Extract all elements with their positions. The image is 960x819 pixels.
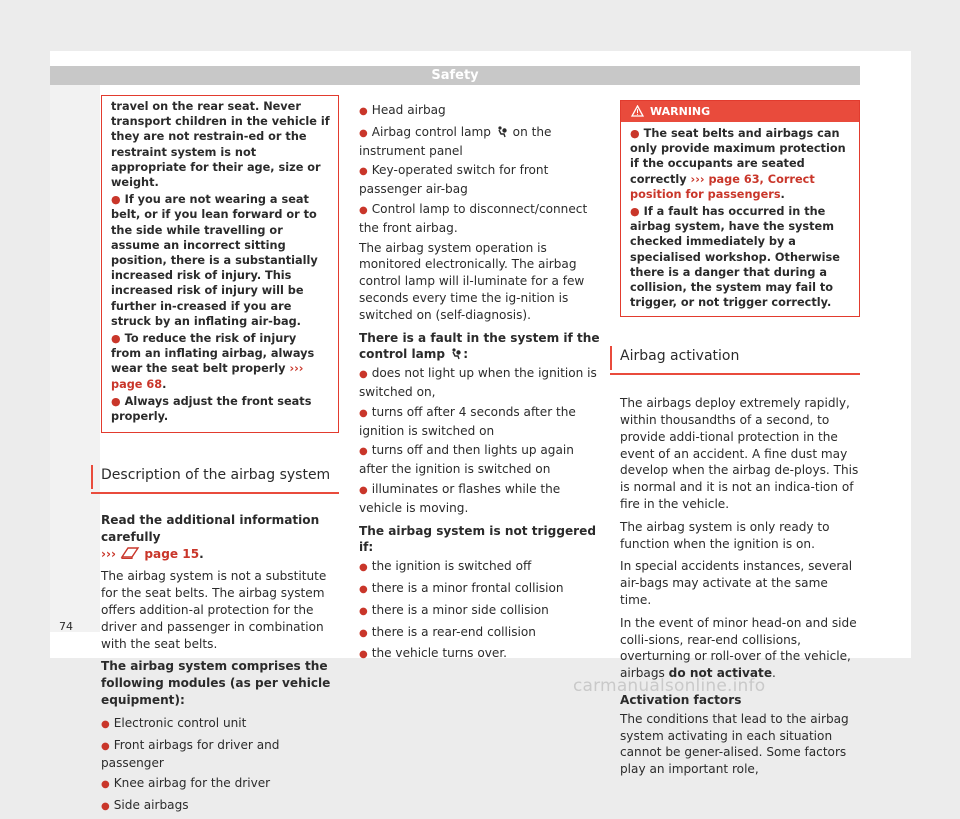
warning-bullet: ● If you are not wearing a seat belt, or if you lean forward or to the side while travelling or assume an incorrect sitting position, there is a substantially increased risk of injury. This increased risk of injury will be further in-creased if you are struck by an inflating air-bag. xyxy=(111,193,318,328)
list-item: ● Control lamp to disconnect/connect the front airbag. xyxy=(359,201,588,235)
paragraph: In special accidents instances, several air-bags may activate at the same time. xyxy=(620,559,853,607)
warning-bullet: ● The seat belts and airbags can only provide maximum protection if the occupants are seated correctly ››› page 63, Correct position for passengers. xyxy=(630,127,846,201)
bullet-icon: ● xyxy=(630,205,640,219)
bullet-icon: ● xyxy=(359,166,368,178)
bullet-icon: ● xyxy=(359,649,368,661)
bullet-icon: ● xyxy=(101,740,110,752)
paragraph: The airbag system operation is monitored electronically. The airbag control lamp will il-luminate for a few seconds every time the ig-nition is switched on (self-diagnosis). xyxy=(359,240,585,322)
paragraph: The airbag system is not a substitute for the seat belts. The airbag system offers addition-al protection for the driver and passenger in combination with the seat belts. xyxy=(101,569,327,651)
page-link[interactable]: ››› page 68 xyxy=(111,362,304,391)
fault-heading: There is a fault in the system if the control lamp : xyxy=(359,330,600,362)
bullet-icon: ● xyxy=(359,605,368,617)
page-number: 74 xyxy=(59,620,73,633)
bullet-icon: ● xyxy=(101,801,110,813)
list-item: ● Key-operated switch for front passenger air-bag xyxy=(359,163,549,197)
read-more: Read the additional information carefully ››› page 15. xyxy=(101,513,320,561)
watermark: carmanualsonline.info xyxy=(573,676,766,696)
list-item: ● turns off after 4 seconds after the ignition is switched on xyxy=(359,404,576,438)
warning-body xyxy=(621,122,859,316)
list-item: ● turns off and then lights up again after the ignition is switched on xyxy=(359,443,574,477)
section-title: Description of the airbag system xyxy=(91,467,339,494)
section-title: Airbag activation xyxy=(610,348,860,375)
warning-bullet: ● If a fault has occurred in the airbag system, have the system checked immediately by a specialised workshop. Otherwise there is a danger that during a collision, the system may fail to trigger, or not trigger correctly. xyxy=(630,205,840,310)
list-item: ● there is a rear-end collision xyxy=(359,624,536,639)
not-triggered-heading: The airbag system is not triggered if: xyxy=(359,523,596,555)
bullet-icon: ● xyxy=(101,779,110,791)
modules-heading: The airbag system comprises the following modules (as per vehicle equipment): xyxy=(101,659,331,708)
list-item: ● does not light up when the ignition is switched on, xyxy=(359,366,597,399)
paragraph: The conditions that lead to the airbag system activating in each situation cannot be gener-alised. Some factors play an important role, xyxy=(620,711,849,777)
bullet-icon: ● xyxy=(359,127,368,139)
bullet-icon: ● xyxy=(111,394,121,408)
warning-box xyxy=(620,100,860,317)
list-item: ● there is a minor frontal collision xyxy=(359,580,564,595)
page-link[interactable]: ››› page 63, Correct position for passengers xyxy=(630,172,815,201)
activation-heading: Activation factors xyxy=(620,692,742,707)
list-item: ● Knee airbag for the driver xyxy=(101,776,271,791)
bullet-icon: ● xyxy=(359,407,368,419)
paragraph: The airbag system is only ready to function when the ignition is on. xyxy=(620,519,830,551)
list-item: ● Electronic control unit xyxy=(101,715,247,730)
paragraph: The airbags deploy extremely rapidly, within thousandths of a second, to provide addi-tional protection in the event of an accident. A fine dust may develop when the airbag de-ploys. This is normal and it is not an indica-tion of fire in the vehicle. xyxy=(620,396,859,512)
airbag-lamp-icon xyxy=(451,348,461,360)
bullet-icon: ● xyxy=(101,718,110,730)
list-item: ● Side airbags xyxy=(101,798,189,813)
bullet-icon: ● xyxy=(111,193,121,207)
list-item: ● the vehicle turns over. xyxy=(359,646,508,661)
column-1 xyxy=(101,102,339,819)
bullet-icon: ● xyxy=(359,562,368,574)
page-header: Safety xyxy=(50,66,860,85)
bullet-icon: ● xyxy=(359,204,368,216)
bullet-icon: ● xyxy=(359,369,368,381)
list-item: ● illuminates or flashes while the vehicle is moving. xyxy=(359,481,561,515)
list-item: ● Head airbag xyxy=(359,103,446,117)
read-more-link[interactable]: ››› page 15 xyxy=(101,546,200,561)
warning-triangle-icon xyxy=(631,105,644,117)
bullet-icon: ● xyxy=(630,127,640,140)
airbag-lamp-icon xyxy=(497,126,507,138)
bullet-icon: ● xyxy=(359,106,368,117)
list-item: ● Front airbags for driver and passenger xyxy=(101,737,280,771)
bullet-icon: ● xyxy=(359,446,368,458)
bullet-icon: ● xyxy=(359,484,368,496)
bullet-icon: ● xyxy=(111,332,121,346)
warning-intro: travel on the rear seat. Never transport children in the vehicle if they are not restrain-ed or the restraint system is not appropriate for their age, size or weight. xyxy=(111,100,330,190)
column-2 xyxy=(359,102,602,667)
book-icon xyxy=(120,547,140,559)
warning-continuation-box xyxy=(101,95,339,433)
paragraph: In the event of minor head-on and side colli-sions, rear-end collisions, overturning or roll-over of the vehicle, airbags do not activate. xyxy=(620,615,857,681)
list-item: ● the ignition is switched off xyxy=(359,559,532,574)
page-sidebar xyxy=(50,85,100,632)
bullet-icon: ● xyxy=(359,583,368,595)
warning-bullet: ● Always adjust the front seats properly. xyxy=(111,394,312,424)
warning-header: WARNING xyxy=(621,101,859,122)
list-item: ● Airbag control lamp on the instrument panel xyxy=(359,124,552,158)
list-item: ● there is a minor side collision xyxy=(359,602,549,617)
bullet-icon: ● xyxy=(359,627,368,639)
warning-bullet: ● To reduce the risk of injury from an inflating airbag, always wear the seat belt properly ››› page 68. xyxy=(111,332,315,391)
